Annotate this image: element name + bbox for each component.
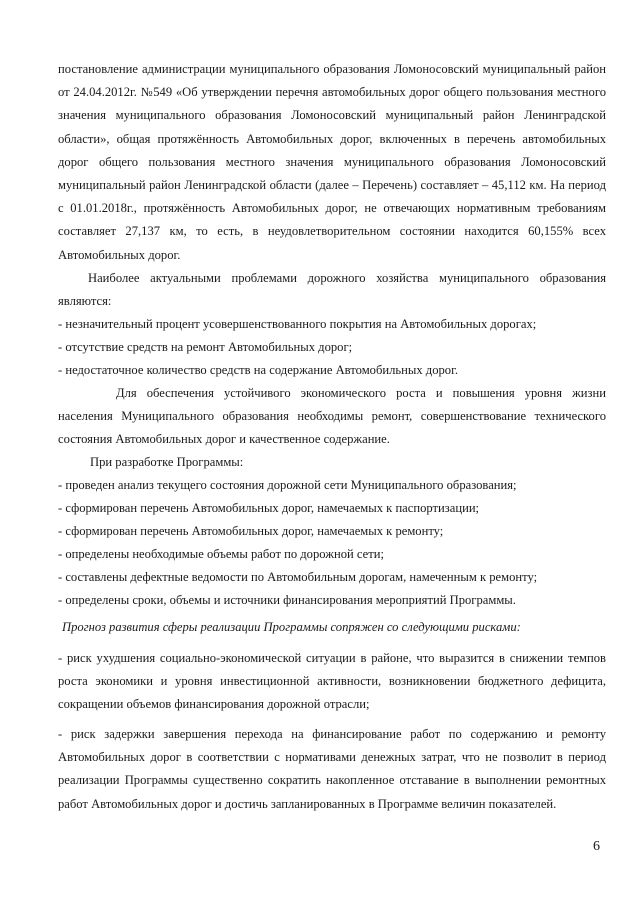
risk-paragraph-2: - риск задержки завершения перехода на финансирование работ по содержанию и ремонту Автомобильных дорог в соответствии с нормативами денежных затрат, что не позволит в период реализации Программы существенно сократить накопленное отставание в выполнении ремонтных работ Автомобильных дорог и достичь запланированных в Программе величин показателей. [58,727,606,811]
problem-item-2: - отсутствие средств на ремонт Автомобильных дорог; [58,340,353,354]
development-item-3: - сформирован перечень Автомобильных дорог, намечаемых к ремонту; [58,524,444,538]
development-intro: При разработке Программы: [90,455,244,469]
problem-item-1: - незначительный процент усовершенствованного покрытия на Автомобильных дорогах; [58,317,537,331]
forecast-heading: Прогноз развития сферы реализации Программы сопряжен со следующими рисками: [62,620,521,634]
development-item-4: - определены необходимые объемы работ по дорожной сети; [58,547,384,561]
problems-intro-paragraph: Наиболее актуальными проблемами дорожного хозяйства муниципального образования являются: [58,271,606,309]
development-item-6: - определены сроки, объемы и источники финансирования мероприятий Программы. [58,593,516,607]
growth-paragraph: Для обеспечения устойчивого экономического роста и повышения уровня жизни населения Муниципального образования необходимы ремонт, совершенствование технического состояния Автомобильных дорог и качественное содержание. [58,386,606,447]
risk-paragraph-1: - риск ухудшения социально-экономической ситуации в районе, что выразится в снижении темпов роста экономики и уровня инвестиционной активности, возникновении бюджетного дефицита, сокращении объемов финансирования дорожной отрасли; [58,651,606,712]
problem-item-3: - недостаточное количество средств на содержание Автомобильных дорог. [58,363,458,377]
page-number: 6 [593,839,600,854]
intro-paragraph: постановление администрации муниципального образования Ломоносовский муниципальный район от 24.04.2012г. №549 «Об утверждении перечня автомобильных дорог общего пользования местного значения муниципального образования Ломоносовский муниципальный район Ленинградской области», общая протяжённость Автомобильных дорог, включенных в перечень автомобильных дорог общего пользования местного значения муниципального образования Ломоносовский муниципальный район Ленинградской области (далее – Перечень) составляет – 45,112 км. На период с 01.01.2018г., протяжённость Автомобильных дорог, не отвечающих нормативным требованиям составляет 27,137 км, то есть, в неудовлетворительном состоянии находится 60,155% всех Автомобильных дорог. [58,62,606,262]
development-item-5: - составлены дефектные ведомости по Автомобильным дорогам, намеченным к ремонту; [58,570,538,584]
development-item-2: - сформирован перечень Автомобильных дорог, намечаемых к паспортизации; [58,501,480,515]
development-item-1: - проведен анализ текущего состояния дорожной сети Муниципального образования; [58,478,517,492]
